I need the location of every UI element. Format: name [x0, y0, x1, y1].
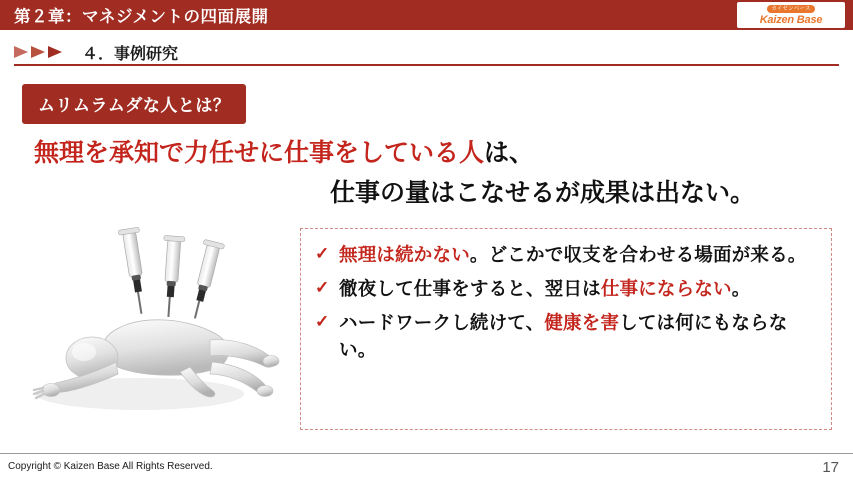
- statement-line-2: 仕事の量はこなせるが成果は出ない。: [330, 179, 756, 207]
- section-divider: [14, 64, 839, 66]
- section-heading-row: [0, 38, 853, 66]
- list-item-text: [339, 241, 807, 268]
- copyright-notice: Copyright © Kaizen Base All Rights Reserved.: [8, 461, 213, 472]
- slide-header: [0, 0, 853, 30]
- list-item-highlight: 無理は続かない: [339, 244, 470, 265]
- kaizen-base-logo: [737, 2, 845, 28]
- question-banner: ムリムラムダな人とは？: [22, 84, 246, 124]
- page-number: 17: [822, 459, 839, 476]
- logo-tagline: カイゼンベース: [767, 5, 814, 13]
- statement-line-1-tail: は、: [484, 139, 535, 167]
- check-icon: ✓: [315, 278, 330, 297]
- list-item: [315, 275, 817, 302]
- main-statement: [0, 136, 853, 210]
- section-title: ４．事例研究: [82, 45, 179, 63]
- statement-line-1-highlight: 無理を承知で力任せに仕事をしている人: [34, 139, 485, 167]
- check-icon: ✓: [315, 312, 330, 331]
- list-item-body-tail: しては何にもならない。: [339, 312, 788, 360]
- check-icon: ✓: [315, 244, 330, 263]
- exhausted-person-with-syringes-illustration: [20, 222, 290, 422]
- list-item-highlight: 健康を害: [544, 312, 620, 333]
- list-item-text: [339, 309, 817, 363]
- page-title: 第２章：マネジメントの四面展開: [14, 8, 269, 26]
- list-item-body: 。どこかで収支を合わせる場面が来る。: [469, 244, 807, 265]
- list-item-body: ハードワークし続けて、: [339, 312, 545, 333]
- list-item-body: 徹夜して仕事をすると、翌日は: [339, 278, 601, 299]
- list-item-highlight: 仕事にならない: [600, 278, 732, 299]
- list-item: [315, 241, 817, 268]
- list-item: [315, 309, 817, 363]
- insight-list-box: [300, 228, 832, 430]
- statement-line-1: [0, 136, 853, 170]
- list-item-body-tail: 。: [731, 278, 751, 299]
- triple-arrow-icon: [14, 45, 64, 59]
- logo-wordmark: Kaizen Base: [759, 13, 823, 26]
- list-item-text: [339, 275, 750, 302]
- footer-divider: [0, 453, 853, 454]
